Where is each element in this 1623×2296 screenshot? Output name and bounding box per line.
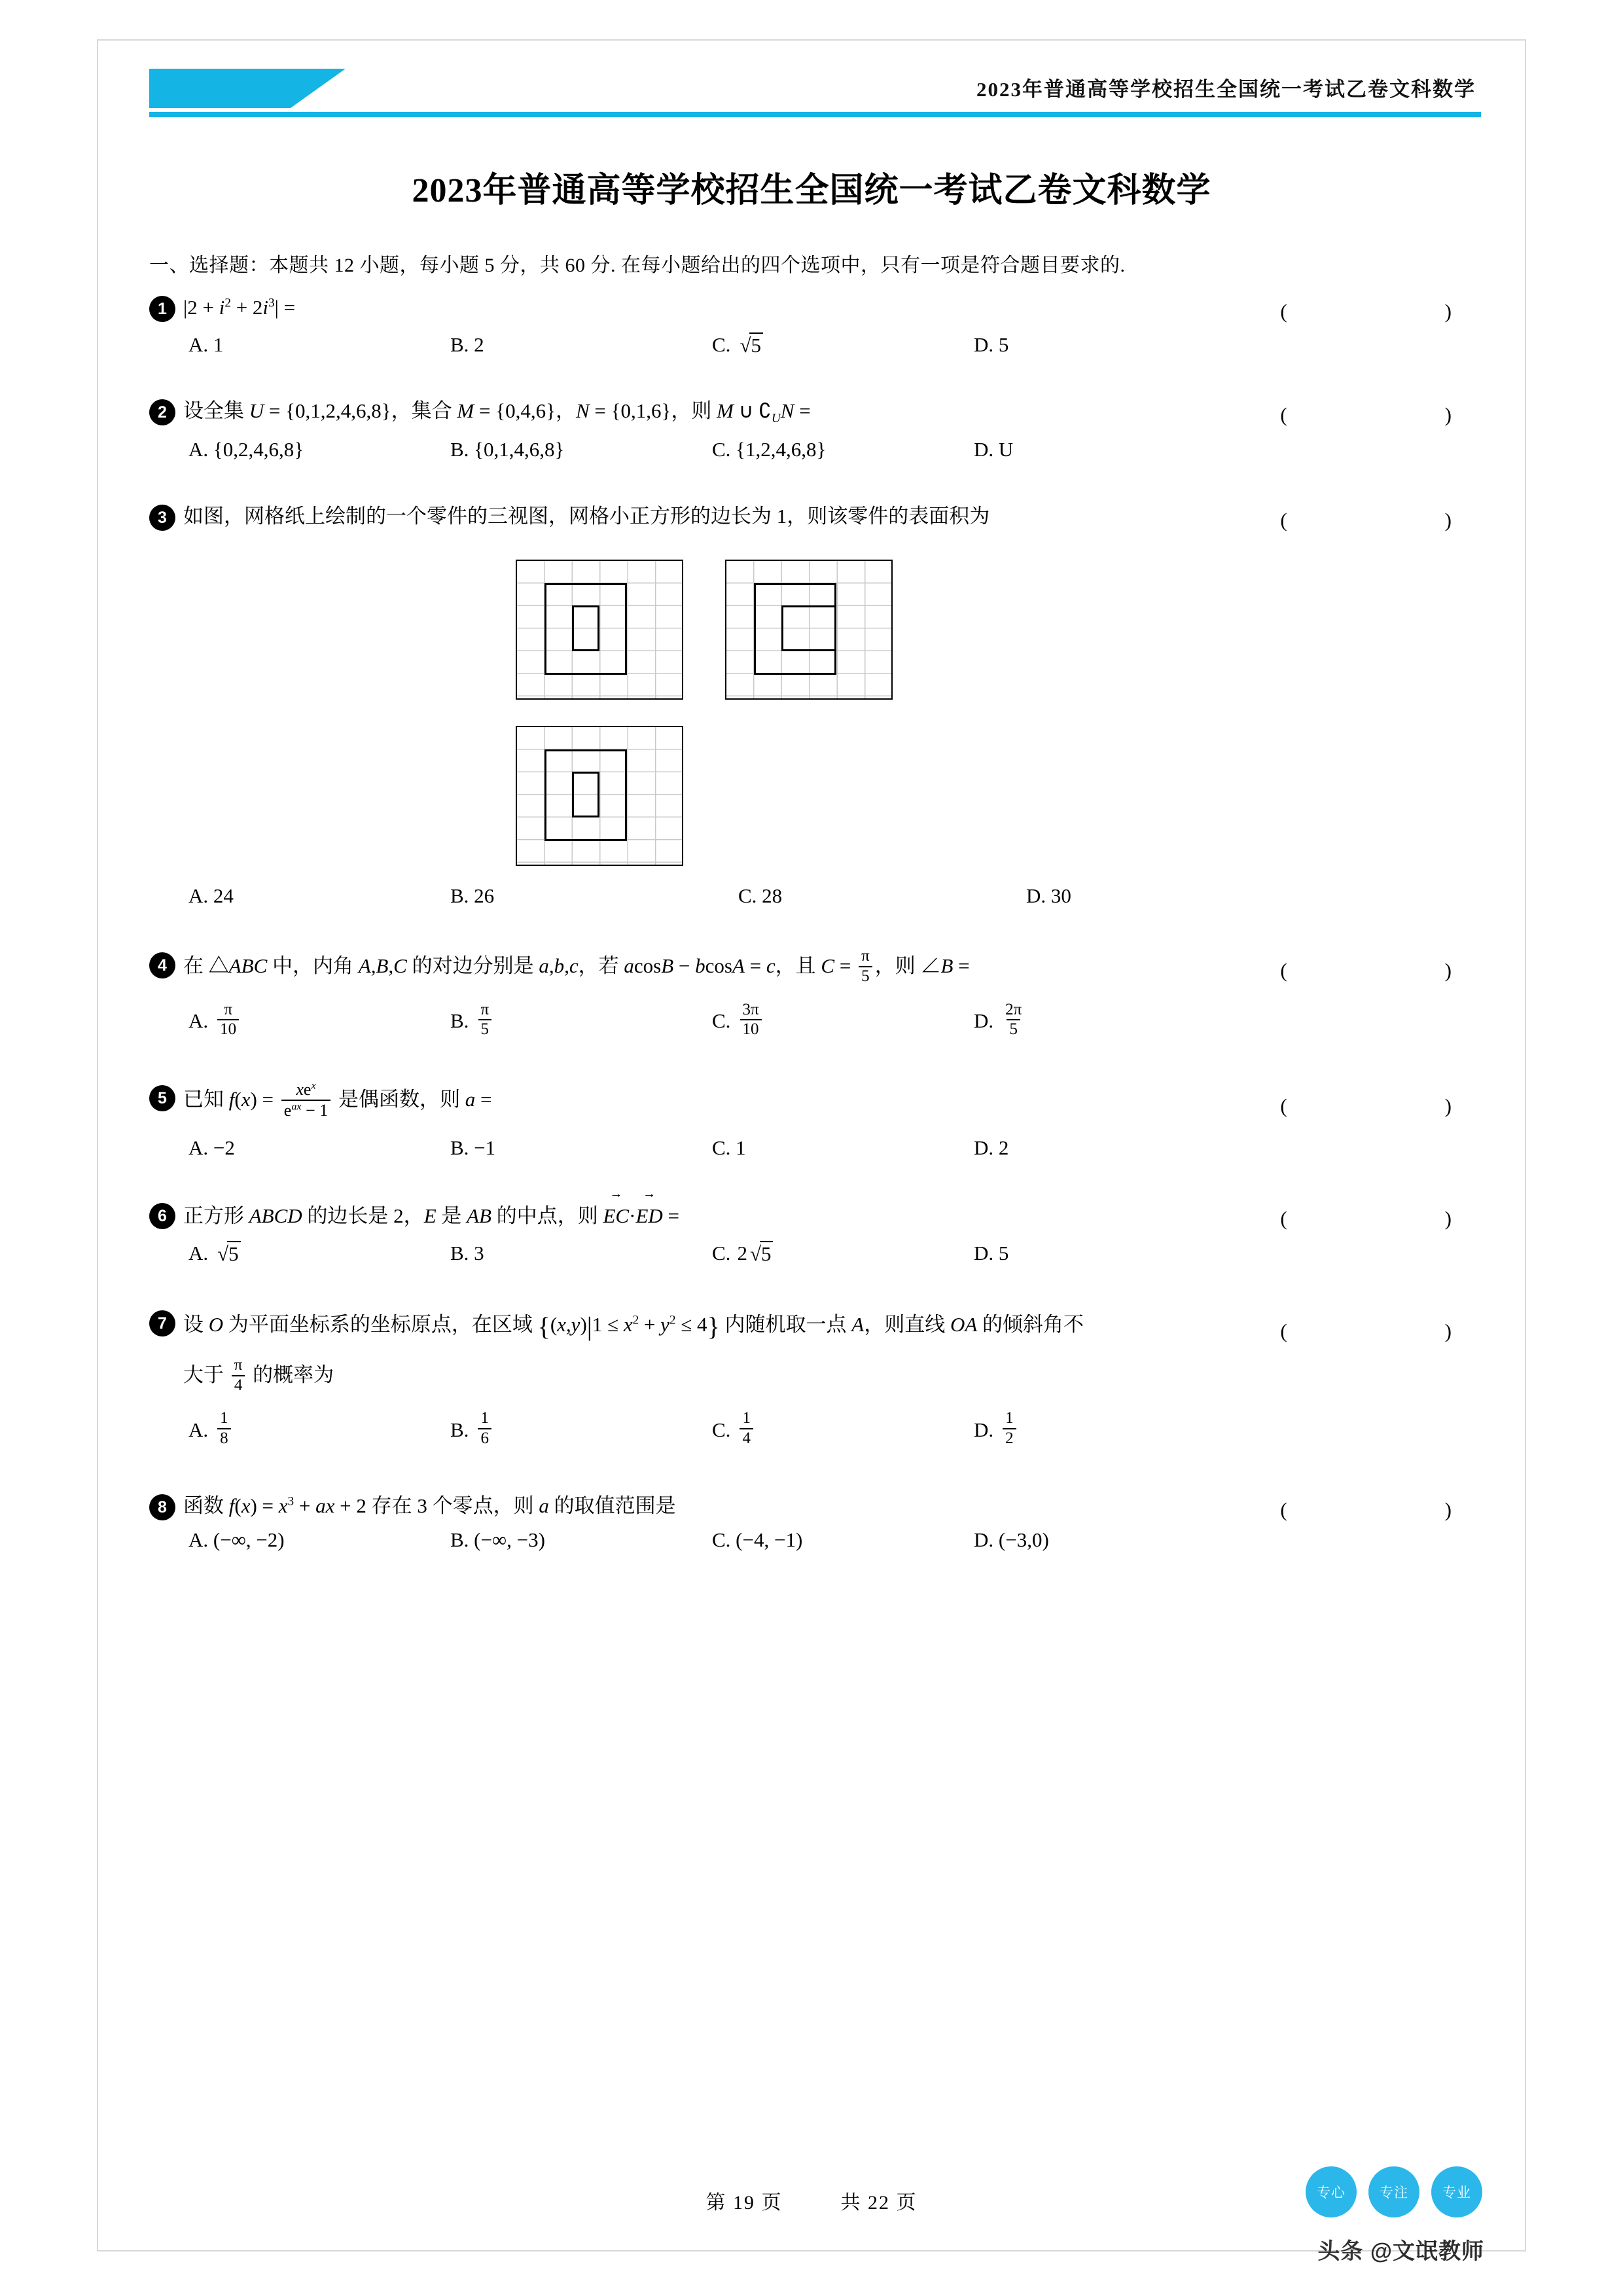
question-4 (149, 948, 1484, 1041)
option-label: C. 28 (738, 884, 783, 908)
option-a[interactable] (188, 1136, 450, 1160)
question-7 (149, 1306, 1484, 1450)
option-a[interactable] (188, 884, 450, 908)
question-number: 8 (149, 1494, 175, 1520)
sqrt-icon: √ 5 (737, 332, 763, 357)
sqrt-icon: √ 5 (747, 1241, 774, 1266)
option-b[interactable] (450, 332, 712, 357)
three-view-figure (149, 550, 1484, 878)
option-label: B. 26 (450, 884, 495, 908)
page-number-total: 共 22 页 (840, 2192, 918, 2214)
option-d[interactable] (974, 332, 1236, 357)
option-label: D. 30 (1026, 884, 1071, 908)
question-stem: 正方形 ABCD 的边长是 2，E 是 AB 的中点，则 EC →·ED → = (183, 1199, 1484, 1232)
watermark-source: 头条 (1317, 2239, 1364, 2264)
question-stem: 已知 f(x) = $\frac{xe^x}{e^{ax} - 1}$ 是偶函数，则 a = (183, 1080, 492, 1120)
option-b[interactable] (450, 1528, 712, 1552)
option-label: D. 2 (974, 1136, 1009, 1159)
badge-3: 专业 (1431, 2166, 1482, 2217)
option-d[interactable] (974, 1241, 1236, 1266)
question-number: 2 (149, 399, 175, 425)
question-8 (149, 1490, 1484, 1552)
option-a[interactable]: A. √ 5 (188, 1241, 450, 1266)
question-number: 6 (149, 1203, 175, 1229)
grid-view-front (516, 560, 683, 700)
option-d[interactable] (974, 438, 1236, 461)
vector-ed: ED → (635, 1199, 662, 1232)
option-row (188, 1528, 1484, 1552)
header-accent-line (149, 112, 1481, 117)
option-c[interactable]: C. 2 √ 5 (712, 1241, 974, 1266)
grid-view-side (725, 560, 893, 700)
grid-view-top (516, 726, 683, 866)
option-label: B. {0,1,4,6,8} (450, 438, 565, 461)
vector-ec: EC → (603, 1199, 630, 1232)
option-c[interactable] (712, 332, 974, 357)
answer-bracket: ( ) (1280, 1206, 1479, 1230)
option-d[interactable] (974, 1528, 1236, 1552)
watermark-handle: @文氓教师 (1370, 2239, 1484, 2264)
exam-content (149, 249, 1484, 1552)
question-stem: 在 △ABC 中，内角 A,B,C 的对边分别是 a,b,c，若 acosB − bcosA = c，且 C = $\frac{\pi}{5}$ ，则 ∠B = (183, 947, 970, 985)
option-c[interactable] (738, 884, 1000, 908)
option-b[interactable]: B. $\frac{\pi}{5}$ (450, 1002, 712, 1041)
header-accent-shape (149, 69, 346, 108)
question-number: 5 (149, 1085, 175, 1111)
option-c[interactable] (712, 438, 974, 461)
option-a[interactable]: A. $\frac{\pi}{10}$ (188, 1002, 450, 1041)
option-label: D. 5 (974, 1241, 1009, 1265)
option-label: C. (−4, −1) (712, 1528, 803, 1551)
answer-bracket: ( ) (1280, 1319, 1479, 1342)
option-label: D. (−3,0) (974, 1528, 1049, 1551)
question-stem: 设 O 为平面坐标系的坐标原点，在区域 $\{(x,y)|1 \le x^2 + y^2 \le 4\}$ 内随机取一点 A，则直线 OA 的倾斜角不 (183, 1311, 1084, 1341)
brand-badges (1306, 2166, 1482, 2217)
running-title: 2023年普通高等学校招生全国统一考试乙卷文科数学 (976, 78, 1476, 101)
question-2 (149, 395, 1484, 461)
option-b[interactable]: B. $\frac{1}{6}$ (450, 1410, 712, 1450)
option-a[interactable] (188, 332, 450, 357)
option-label: A. −2 (188, 1136, 235, 1159)
option-d[interactable]: D. $\frac{1}{2}$ (974, 1410, 1236, 1450)
sqrt-icon: √ 5 (215, 1241, 241, 1266)
page-number-current: 第 19 页 (705, 2192, 783, 2214)
question-5 (149, 1081, 1484, 1160)
question-1 (149, 292, 1484, 357)
question-number: 1 (149, 296, 175, 322)
option-c[interactable]: C. $\frac{1}{4}$ (712, 1410, 974, 1450)
question-number: 4 (149, 952, 175, 978)
option-letter: C. (712, 333, 731, 357)
option-d[interactable]: D. $\frac{2\pi}{5}$ (974, 1000, 1022, 1039)
question-3 (149, 501, 1484, 908)
watermark (1317, 2233, 1484, 2265)
option-b[interactable] (450, 438, 712, 461)
question-stem: 函数 $f(x) = x^3$ + ax + 2 存在 3 个零点，则 a 的取值范围是 (183, 1494, 676, 1517)
option-c[interactable] (712, 1136, 974, 1160)
question-6 (149, 1199, 1484, 1266)
answer-bracket: ( ) (1280, 509, 1479, 532)
page-title: 2023年普通高等学校招生全国统一考试乙卷文科数学 (412, 172, 1211, 209)
question-stem: 如图，网格纸上绘制的一个零件的三视图，网格小正方形的边长为 1，则该零件的表面积为 (183, 505, 990, 528)
option-label: C. {1,2,4,6,8} (712, 438, 827, 461)
option-row (188, 332, 1484, 357)
option-label: B. 3 (450, 1241, 484, 1265)
fraction: $\frac{xe^x}{e^{ax} - 1}$ (281, 1080, 330, 1121)
option-d[interactable] (974, 1136, 1236, 1160)
option-row (188, 438, 1484, 461)
option-label: D. 5 (974, 333, 1009, 357)
badge-2: 专注 (1368, 2166, 1419, 2217)
option-a[interactable] (188, 438, 450, 461)
fraction: $\frac{\pi}{4}$ (232, 1356, 245, 1395)
option-label: A. 1 (188, 333, 224, 357)
option-b[interactable] (450, 884, 712, 908)
option-c[interactable] (712, 1528, 974, 1552)
question-number: 3 (149, 505, 175, 531)
option-c[interactable]: C. $\frac{3\pi}{10}$ (712, 1002, 974, 1041)
option-row (188, 1136, 1484, 1160)
question-number: 7 (149, 1310, 175, 1336)
question-stem: 设全集 U = {0,1,2,4,6,8}，集合 M = {0,4,6}，N = {0,1,6}，则 M ∪ $∁_UN$ = (183, 399, 811, 426)
fraction: $\frac{\pi}{5}$ (859, 947, 872, 986)
option-row (188, 1410, 1484, 1450)
question-stem-cont: 大于 $\frac{\pi}{4}$ 的概率为 (183, 1355, 334, 1394)
page-header (149, 69, 1481, 120)
option-b[interactable] (450, 1136, 712, 1160)
option-label: A. (−∞, −2) (188, 1528, 285, 1551)
badge-1: 专心 (1306, 2166, 1357, 2217)
option-row (188, 1241, 1484, 1266)
option-label: C. 1 (712, 1136, 746, 1159)
option-row (188, 884, 1484, 908)
option-label: A. 24 (188, 884, 234, 908)
option-label: B. −1 (450, 1136, 496, 1159)
section-heading: 一、选择题：本题共 12 小题，每小题 5 分，共 60 分. 在每小题给出的四个选项中，只有一项是符合题目要求的. (149, 255, 1126, 276)
answer-bracket: ( ) (1280, 300, 1479, 323)
option-label: B. (−∞, −3) (450, 1528, 545, 1551)
option-a[interactable] (188, 1528, 450, 1552)
option-row (188, 1002, 1484, 1041)
answer-bracket: ( ) (1280, 1498, 1479, 1521)
option-label: A. {0,2,4,6,8} (188, 438, 304, 461)
option-label: B. 2 (450, 333, 484, 357)
option-label: D. U (974, 438, 1014, 461)
option-d[interactable] (1026, 884, 1288, 908)
question-stem: $|2 + i^2 + 2i^3|$ = (183, 296, 296, 319)
answer-bracket: ( ) (1280, 959, 1479, 982)
option-b[interactable] (450, 1241, 712, 1266)
answer-bracket: ( ) (1280, 1094, 1479, 1118)
answer-bracket: ( ) (1280, 403, 1479, 427)
option-a[interactable]: A. $\frac{1}{8}$ (188, 1410, 450, 1450)
